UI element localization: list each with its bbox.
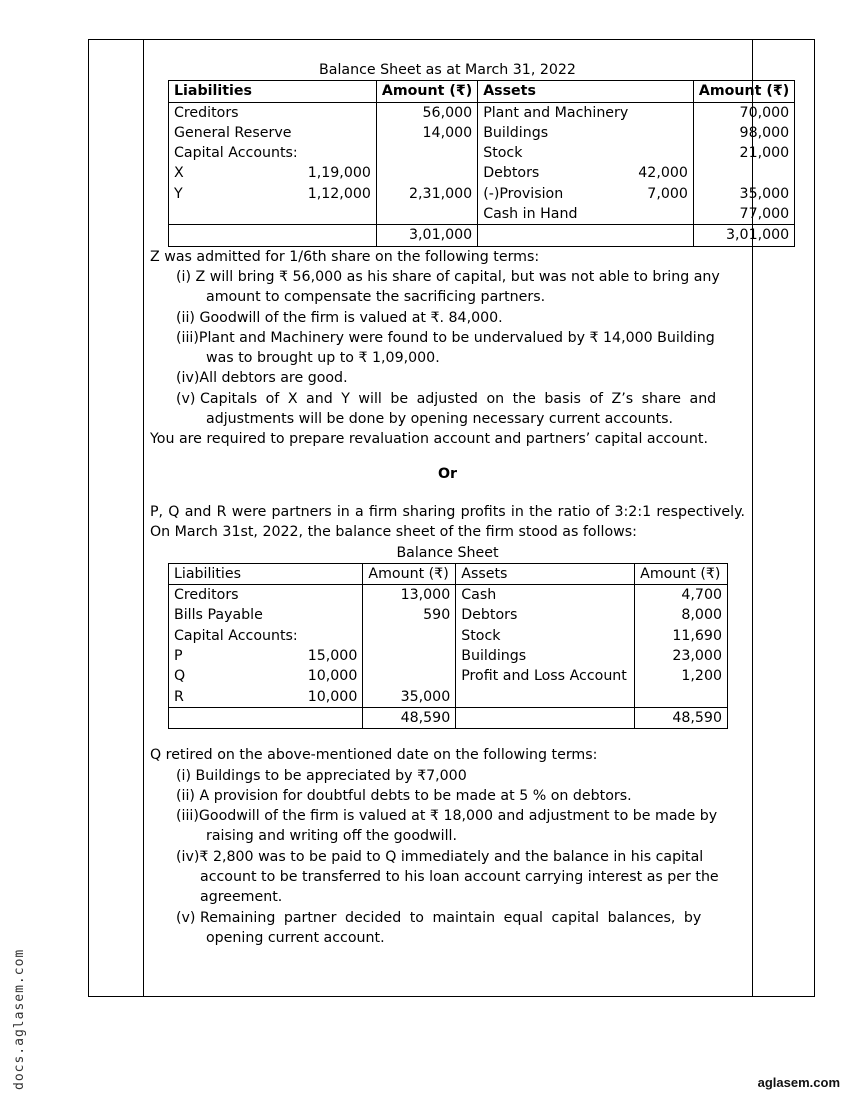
table-row: Cash in Hand 77,000 <box>169 204 795 225</box>
header-assets: Assets <box>456 563 635 584</box>
table-row: Bills Payable 590 Debtors 8,000 <box>169 605 728 625</box>
table-total-row <box>169 225 795 246</box>
table-header-row <box>169 563 728 584</box>
list-item: (ii) Goodwill of the firm is valued at ₹. 84,000. <box>176 309 503 326</box>
table-total-row <box>169 707 728 728</box>
balance-sheet-2-table <box>168 563 728 729</box>
table-row: Creditors 13,000 Cash 4,700 <box>169 585 728 606</box>
balance-sheet-1-table <box>168 80 795 246</box>
balance-sheet-1-title: Balance Sheet as at March 31, 2022 <box>319 62 576 78</box>
header-liabilities: Liabilities <box>169 563 363 584</box>
q2-retire-intro: Q retired on the above-mentioned date on the following terms: <box>150 747 598 764</box>
or-separator: Or <box>437 465 458 482</box>
side-watermark: docs.aglasem.com <box>12 948 27 1090</box>
table-row: Creditors 56,000 Plant and Machinery 70,000 <box>169 102 795 123</box>
left-margin-line <box>143 39 144 997</box>
list-item: (v) Remaining partner decided to maintain equal capital balances, by opening current account. <box>176 909 702 946</box>
table-row: Capital Accounts: Stock 21,000 <box>169 143 795 163</box>
total-assets: 48,590 <box>635 707 728 728</box>
brand-footer: aglasem.com <box>757 1075 840 1090</box>
table-row: Y 1,12,000 2,31,000 (-)Provision 7,000 35,000 <box>169 184 795 204</box>
table-row: General Reserve 14,000 Buildings 98,000 <box>169 123 795 143</box>
total-assets: 3,01,000 <box>693 225 794 246</box>
header-amount-liab: Amount (₹) <box>363 563 456 584</box>
q2-terms <box>176 766 745 949</box>
table-row: Capital Accounts: Stock 11,690 <box>169 626 728 646</box>
table-row: Q 10,000 Profit and Loss Account 1,200 <box>169 666 728 686</box>
balance-sheet-2-title: Balance Sheet <box>396 544 499 561</box>
table-header-row <box>169 81 795 102</box>
q1-terms <box>176 267 745 429</box>
header-assets: Assets <box>478 81 694 102</box>
header-amount-asset: Amount (₹) <box>693 81 794 102</box>
header-amount-liab: Amount (₹) <box>376 81 477 102</box>
header-amount-asset: Amount (₹) <box>635 563 728 584</box>
q1-required: You are required to prepare revaluation account and partners’ capital account. <box>150 431 708 448</box>
table-row: X 1,19,000 Debtors 42,000 <box>169 163 795 183</box>
table-row: P 15,000 Buildings 23,000 <box>169 646 728 666</box>
question-content <box>150 60 790 948</box>
q2-intro: P, Q and R were partners in a firm sharing profits in the ratio of 3:2:1 respectively. On March 31st, 2022, the balance sheet of the firm stood as follows: <box>150 503 745 541</box>
list-item: (iv) ₹ 2,800 was to be paid to Q immediately and the balance in his capital account to be transferred to his loan account carrying interest as per the agreement. <box>176 848 719 906</box>
total-liabilities: 48,590 <box>363 707 456 728</box>
list-item: (iv) All debtors are good. <box>176 370 348 387</box>
table-row: R 10,000 35,000 <box>169 687 728 708</box>
header-liabilities: Liabilities <box>169 81 377 102</box>
list-item: (iii) Goodwill of the firm is valued at ₹ 18,000 and adjustment to be made by raising and writing off the goodwill. <box>176 808 718 845</box>
total-liabilities: 3,01,000 <box>376 225 477 246</box>
list-item: (i) Buildings to be appreciated by ₹7,000 <box>176 767 467 784</box>
list-item: (i) Z will bring ₹ 56,000 as his share of capital, but was not able to bring any amount to compensate the sacrificing partners. <box>176 268 720 306</box>
list-item: (ii) A provision for doubtful debts to be made at 5 % on debtors. <box>176 787 632 804</box>
list-item: (v) Capitals of X and Y will be adjusted on the basis of Z’s share and adjustments will be done by opening necessary current accounts. <box>176 390 717 428</box>
q1-intro: Z was admitted for 1/6th share on the following terms: <box>150 248 540 265</box>
list-item: (iii) Plant and Machinery were found to be undervalued by ₹ 14,000 Building was to brought up to ₹ 1,09,000. <box>176 329 715 367</box>
